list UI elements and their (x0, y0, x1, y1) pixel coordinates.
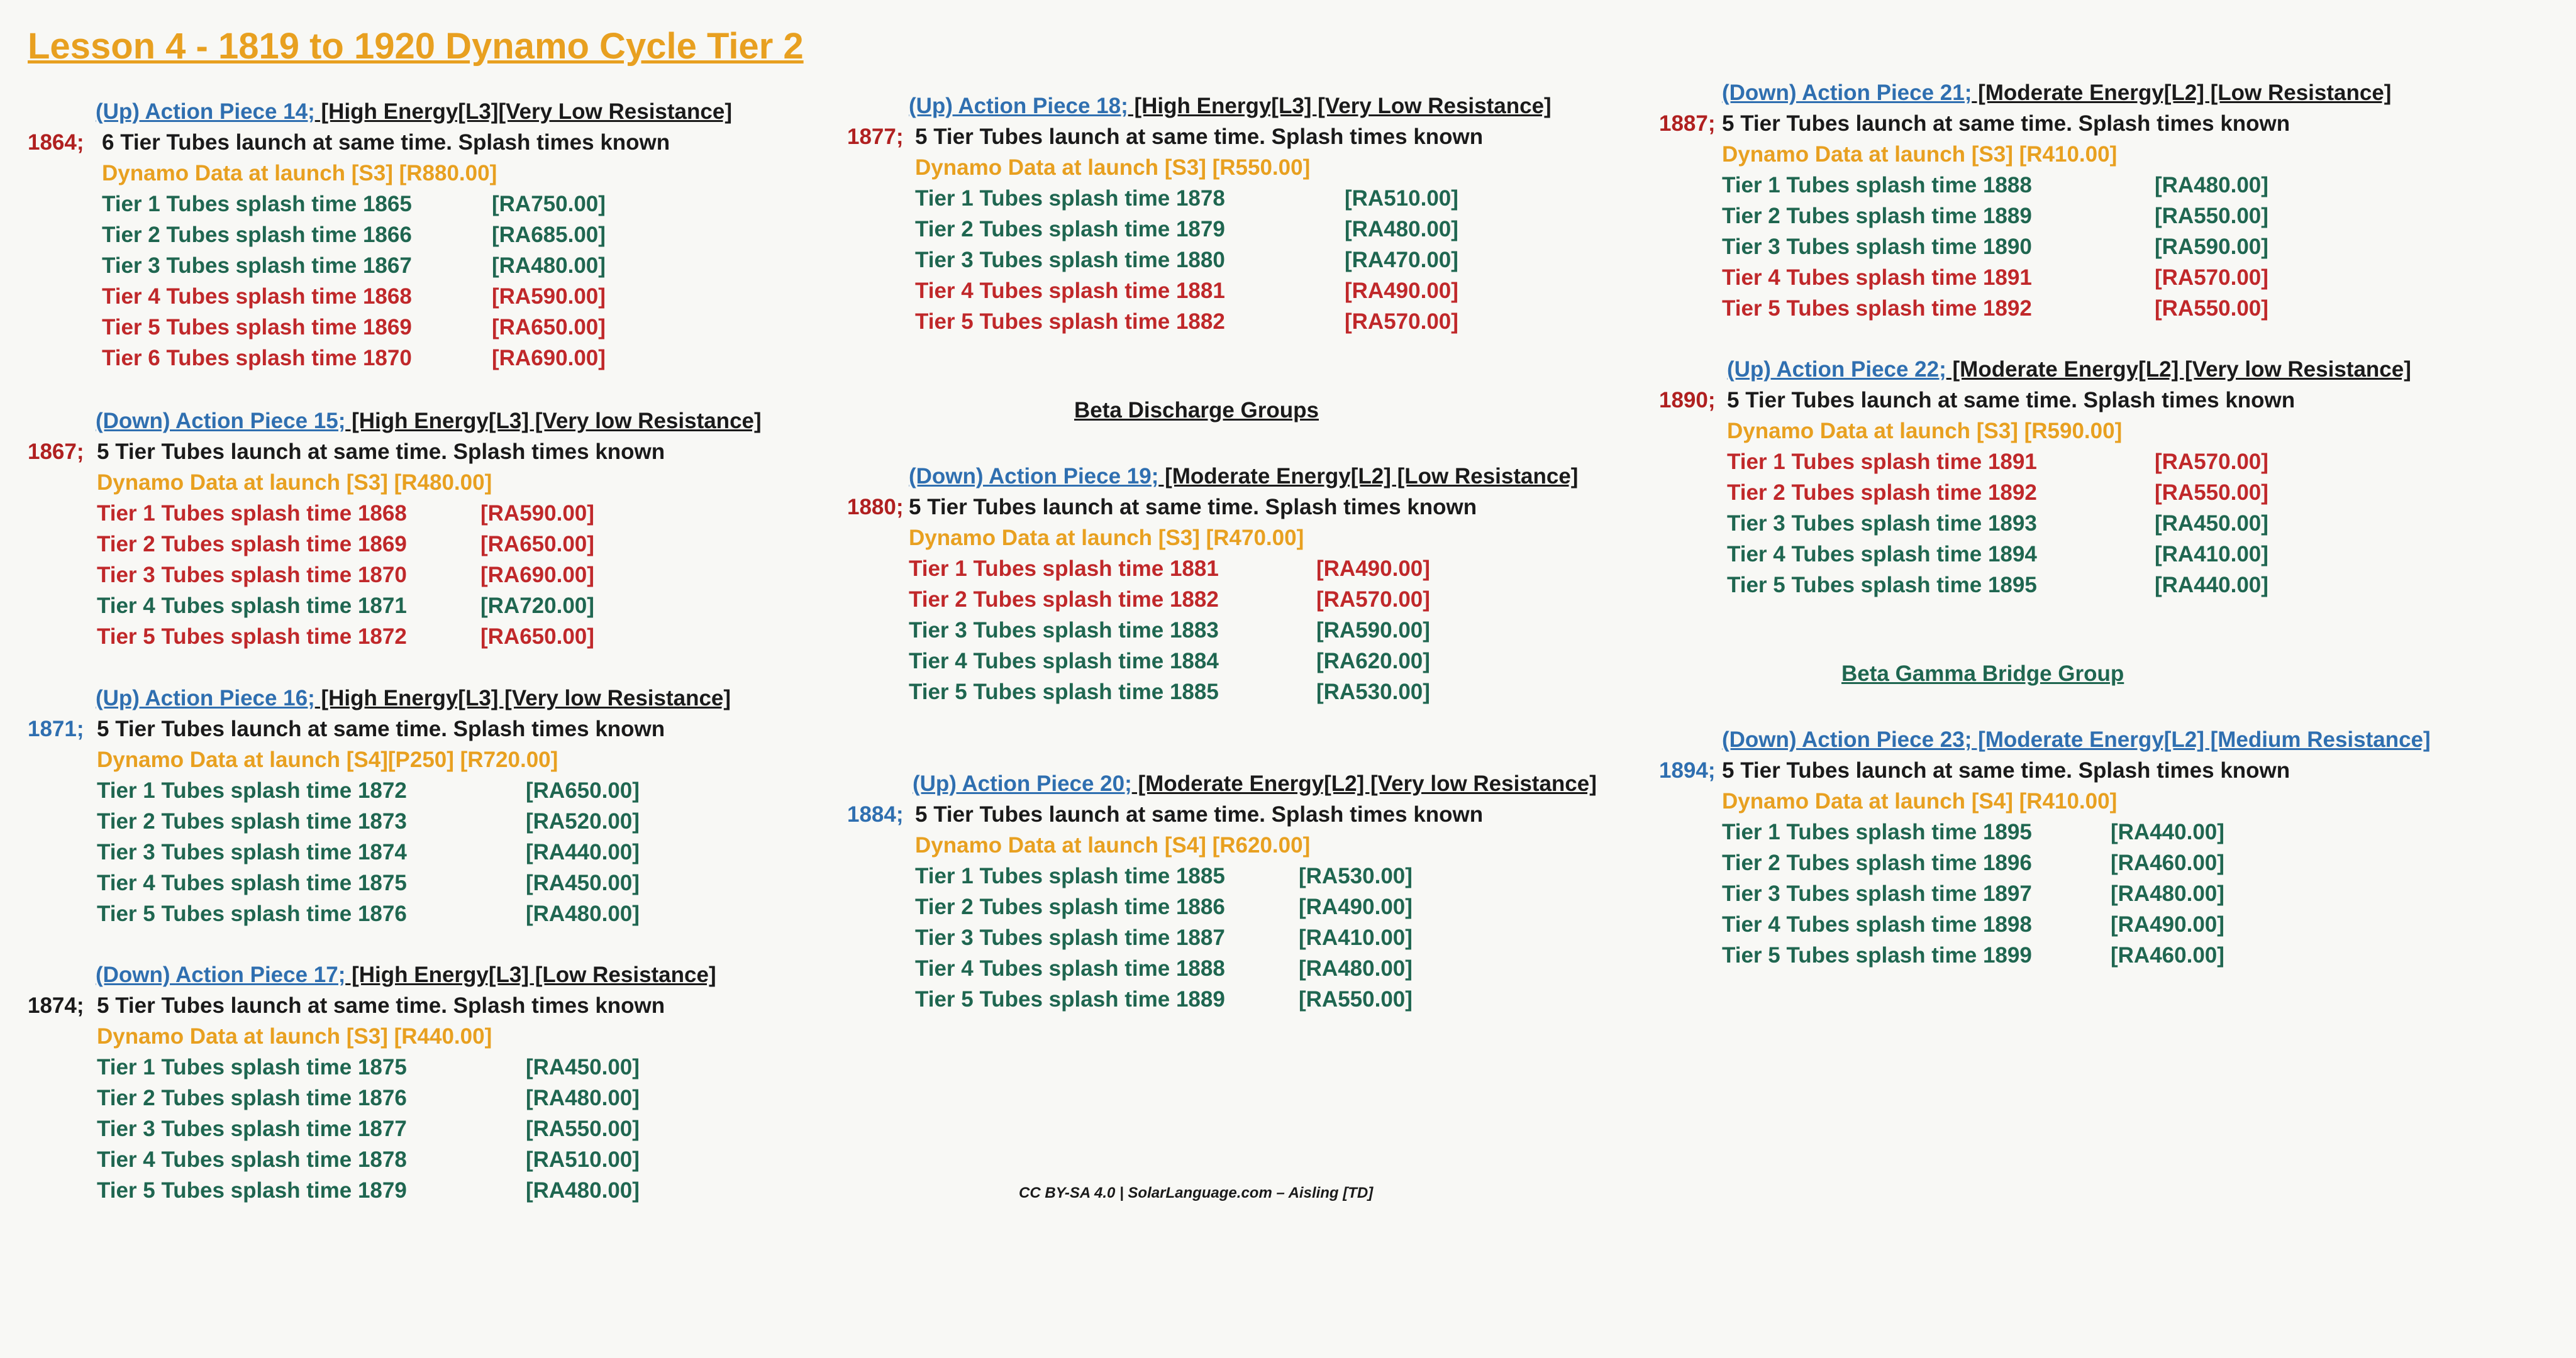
tube-label: Tier 2 Tubes splash time 1886 (915, 895, 1225, 919)
tube-value: [RA480.00] (2155, 173, 2268, 197)
tube-label: Tier 3 Tubes splash time 1897 (1722, 881, 2032, 906)
tube-value: [RA510.00] (526, 1147, 640, 1172)
tube-label: Tier 2 Tubes splash time 1896 (1722, 851, 2032, 875)
launch-year: 1867; (28, 439, 84, 464)
tube-value: [RA750.00] (492, 192, 606, 216)
tube-label: Tier 4 Tubes splash time 1884 (909, 649, 1219, 673)
energy-resistance: [Moderate Energy[L2] [Low Resistance] (1972, 80, 2392, 105)
tube-label: Tier 4 Tubes splash time 1888 (915, 956, 1225, 981)
tube-value: [RA570.00] (2155, 450, 2268, 474)
action-direction: (Down) Action Piece 23; [Moderate Energy[L2] [Medium Resistance] (1722, 727, 2431, 752)
action-direction: (Down) Action Piece 17; (96, 963, 346, 987)
tube-label: Tier 5 Tubes splash time 1889 (915, 987, 1225, 1012)
dynamo-data: Dynamo Data at launch [S3] [R410.00] (1722, 142, 2118, 167)
tube-label: Tier 5 Tubes splash time 1869 (102, 315, 412, 340)
tube-label: Tier 4 Tubes splash time 1881 (915, 279, 1225, 303)
launch-text: 5 Tier Tubes launch at same time. Splash times known (97, 993, 665, 1018)
header-text (1722, 77, 2391, 108)
dynamo-data: Dynamo Data at launch [S3] [R550.00] (915, 155, 1311, 180)
launch-year: 1887; (1659, 111, 1716, 136)
tube-label: Tier 1 Tubes splash time 1872 (97, 778, 407, 803)
tube-label: Tier 3 Tubes splash time 1883 (909, 618, 1219, 643)
tube-label: Tier 4 Tubes splash time 1868 (102, 284, 412, 309)
dynamo-data: Dynamo Data at launch [S3] [R590.00] (1727, 419, 2123, 443)
tube-label: Tier 1 Tubes splash time 1891 (1727, 450, 2037, 474)
launch-year: 1864; (28, 130, 84, 155)
tube-value: [RA490.00] (2111, 912, 2224, 937)
action-direction: (Down) Action Piece 15; (96, 409, 346, 433)
launch-year: 1894; (1659, 758, 1716, 783)
dynamo-data: Dynamo Data at launch [S3] [R440.00] (97, 1024, 492, 1049)
launch-year: 1871; (28, 717, 84, 741)
launch-text: 5 Tier Tubes launch at same time. Splash times known (915, 802, 1484, 827)
section-beta-discharge: Beta Discharge Groups (1074, 398, 1319, 422)
launch-year: 1884; (847, 802, 904, 827)
tube-value: [RA530.00] (1299, 864, 1413, 888)
tube-label: Tier 1 Tubes splash time 1888 (1722, 173, 2032, 197)
tube-value: [RA480.00] (526, 1178, 640, 1203)
launch-text: 5 Tier Tubes launch at same time. Splash times known (97, 717, 665, 741)
tube-value: [RA590.00] (480, 501, 594, 526)
tube-value: [RA460.00] (2111, 943, 2224, 968)
action-direction: (Up) Action Piece 14; (96, 99, 315, 124)
tube-label: Tier 2 Tubes splash time 1882 (909, 587, 1219, 612)
tube-label: Tier 3 Tubes splash time 1867 (102, 253, 412, 278)
tube-label: Tier 2 Tubes splash time 1889 (1722, 204, 2032, 228)
tube-value: [RA510.00] (1345, 186, 1458, 211)
page-title: Lesson 4 - 1819 to 1920 Dynamo Cycle Tier 2 (28, 26, 804, 67)
header-text (96, 406, 762, 436)
launch-text: 5 Tier Tubes launch at same time. Splash times known (915, 124, 1484, 149)
tube-label: Tier 5 Tubes splash time 1899 (1722, 943, 2032, 968)
dynamo-data: Dynamo Data at launch [S3] [R480.00] (97, 470, 492, 495)
tube-label: Tier 3 Tubes splash time 1893 (1727, 511, 2037, 536)
launch-year: 1890; (1659, 388, 1716, 412)
tube-label: Tier 5 Tubes splash time 1872 (97, 624, 407, 649)
tube-value: [RA480.00] (526, 1086, 640, 1110)
tube-label: Tier 1 Tubes splash time 1875 (97, 1055, 407, 1079)
tube-value: [RA590.00] (2155, 235, 2268, 259)
tube-value: [RA490.00] (1345, 279, 1458, 303)
launch-text: 6 Tier Tubes launch at same time. Splash times known (102, 130, 670, 155)
tube-label: Tier 2 Tubes splash time 1892 (1727, 480, 2037, 505)
launch-year: 1880; (847, 495, 904, 519)
header-text (909, 91, 1552, 121)
tube-label: Tier 3 Tubes splash time 1874 (97, 840, 407, 864)
tube-value: [RA480.00] (1345, 217, 1458, 241)
tube-value: [RA460.00] (2111, 851, 2224, 875)
tube-label: Tier 5 Tubes splash time 1882 (915, 309, 1225, 334)
tube-value: [RA550.00] (526, 1117, 640, 1141)
action-direction: (Down) Action Piece 21; (1722, 80, 1972, 105)
energy-resistance: [Moderate Energy[L2] [Very low Resistance] (1131, 771, 1597, 796)
tube-value: [RA620.00] (1316, 649, 1430, 673)
tube-label: Tier 1 Tubes splash time 1895 (1722, 820, 2032, 844)
launch-text: 5 Tier Tubes launch at same time. Splash times known (1722, 758, 2290, 783)
header-text (913, 768, 1597, 799)
tube-value: [RA440.00] (526, 840, 640, 864)
tube-value: [RA650.00] (480, 624, 594, 649)
energy-resistance: [Moderate Energy[L2] [Very low Resistance] (1946, 357, 2411, 382)
tube-value: [RA720.00] (480, 593, 594, 618)
tube-value: [RA480.00] (526, 902, 640, 926)
tube-value: [RA570.00] (1316, 587, 1430, 612)
tube-value: [RA520.00] (526, 809, 640, 834)
launch-year: 1877; (847, 124, 904, 149)
tube-label: Tier 3 Tubes splash time 1887 (915, 925, 1225, 950)
header-text (96, 959, 716, 990)
action-direction: (Up) Action Piece 22; (1727, 357, 1946, 382)
energy-resistance: [High Energy[L3][Very Low Resistance] (314, 99, 732, 124)
tube-value: [RA480.00] (1299, 956, 1413, 981)
tube-label: Tier 4 Tubes splash time 1878 (97, 1147, 407, 1172)
tube-label: Tier 3 Tubes splash time 1890 (1722, 235, 2032, 259)
energy-resistance: [High Energy[L3] [Very Low Resistance] (1128, 94, 1552, 118)
tube-value: [RA690.00] (480, 563, 594, 587)
tube-value: [RA590.00] (492, 284, 606, 309)
tube-label: Tier 2 Tubes splash time 1879 (915, 217, 1225, 241)
footer-credit: CC BY-SA 4.0 | SolarLanguage.com – Aisling [TD] (1019, 1184, 1374, 1201)
tube-label: Tier 1 Tubes splash time 1868 (97, 501, 407, 526)
tube-label: Tier 1 Tubes splash time 1881 (909, 556, 1219, 581)
launch-text: 5 Tier Tubes launch at same time. Splash times known (97, 439, 665, 464)
tube-label: Tier 4 Tubes splash time 1891 (1722, 265, 2032, 290)
tube-label: Tier 1 Tubes splash time 1878 (915, 186, 1225, 211)
action-direction: (Up) Action Piece 20; (913, 771, 1132, 796)
header-text (1727, 354, 2411, 385)
tube-label: Tier 5 Tubes splash time 1892 (1722, 296, 2032, 321)
action-direction: (Down) Action Piece 19; (909, 464, 1159, 489)
tube-value: [RA490.00] (1316, 556, 1430, 581)
tube-value: [RA440.00] (2111, 820, 2224, 844)
tube-value: [RA440.00] (2155, 573, 2268, 597)
tube-value: [RA690.00] (492, 346, 606, 370)
tube-label: Tier 6 Tubes splash time 1870 (102, 346, 412, 370)
tube-value: [RA550.00] (1299, 987, 1413, 1012)
tube-value: [RA550.00] (2155, 296, 2268, 321)
tube-label: Tier 1 Tubes splash time 1865 (102, 192, 412, 216)
dynamo-data: Dynamo Data at launch [S4] [R620.00] (915, 833, 1311, 858)
tube-label: Tier 1 Tubes splash time 1885 (915, 864, 1225, 888)
energy-resistance: [High Energy[L3] [Very low Resistance] (314, 686, 731, 710)
launch-text: 5 Tier Tubes launch at same time. Splash times known (1722, 111, 2290, 136)
dynamo-data: Dynamo Data at launch [S4][P250] [R720.00] (97, 748, 558, 772)
tube-value: [RA450.00] (526, 871, 640, 895)
dynamo-data: Dynamo Data at launch [S4] [R410.00] (1722, 789, 2118, 814)
header-text (96, 96, 732, 127)
action-direction: (Up) Action Piece 18; (909, 94, 1128, 118)
tube-label: Tier 5 Tubes splash time 1876 (97, 902, 407, 926)
tube-value: [RA450.00] (526, 1055, 640, 1079)
tube-label: Tier 2 Tubes splash time 1866 (102, 223, 412, 247)
tube-label: Tier 4 Tubes splash time 1875 (97, 871, 407, 895)
tube-value: [RA530.00] (1316, 680, 1430, 704)
section-beta-gamma: Beta Gamma Bridge Group (1841, 661, 2124, 686)
tube-value: [RA685.00] (492, 223, 606, 247)
tube-value: [RA470.00] (1345, 248, 1458, 272)
launch-text: 5 Tier Tubes launch at same time. Splash times known (909, 495, 1477, 519)
tube-label: Tier 4 Tubes splash time 1871 (97, 593, 407, 618)
tube-label: Tier 4 Tubes splash time 1898 (1722, 912, 2032, 937)
action-direction: (Up) Action Piece 16; (96, 686, 315, 710)
tube-value: [RA650.00] (480, 532, 594, 556)
dynamo-data: Dynamo Data at launch [S3] [R880.00] (102, 161, 497, 185)
tube-value: [RA570.00] (2155, 265, 2268, 290)
energy-resistance: [High Energy[L3] [Low Resistance] (345, 963, 716, 987)
tube-value: [RA450.00] (2155, 511, 2268, 536)
tube-label: Tier 2 Tubes splash time 1876 (97, 1086, 407, 1110)
tube-label: Tier 5 Tubes splash time 1885 (909, 680, 1219, 704)
tube-value: [RA550.00] (2155, 480, 2268, 505)
dynamo-data: Dynamo Data at launch [S3] [R470.00] (909, 526, 1304, 550)
header-text (96, 683, 731, 714)
tube-label: Tier 2 Tubes splash time 1873 (97, 809, 407, 834)
tube-value: [RA650.00] (526, 778, 640, 803)
tube-value: [RA650.00] (492, 315, 606, 340)
tube-value: [RA490.00] (1299, 895, 1413, 919)
tube-label: Tier 2 Tubes splash time 1869 (97, 532, 407, 556)
tube-value: [RA410.00] (1299, 925, 1413, 950)
energy-resistance: [High Energy[L3] [Very low Resistance] (345, 409, 762, 433)
header-text (909, 461, 1578, 492)
launch-text: 5 Tier Tubes launch at same time. Splash times known (1727, 388, 2296, 412)
tube-label: Tier 3 Tubes splash time 1877 (97, 1117, 407, 1141)
tube-value: [RA570.00] (1345, 309, 1458, 334)
tube-value: [RA550.00] (2155, 204, 2268, 228)
launch-year: 1874; (28, 993, 84, 1018)
tube-value: [RA590.00] (1316, 618, 1430, 643)
energy-resistance: [Moderate Energy[L2] [Low Resistance] (1158, 464, 1579, 489)
tube-label: Tier 4 Tubes splash time 1894 (1727, 542, 2037, 566)
tube-label: Tier 3 Tubes splash time 1880 (915, 248, 1225, 272)
tube-value: [RA480.00] (492, 253, 606, 278)
tube-label: Tier 5 Tubes splash time 1879 (97, 1178, 407, 1203)
tube-label: Tier 3 Tubes splash time 1870 (97, 563, 407, 587)
tube-label: Tier 5 Tubes splash time 1895 (1727, 573, 2037, 597)
tube-value: [RA410.00] (2155, 542, 2268, 566)
header-text (1722, 724, 2431, 755)
tube-value: [RA480.00] (2111, 881, 2224, 906)
